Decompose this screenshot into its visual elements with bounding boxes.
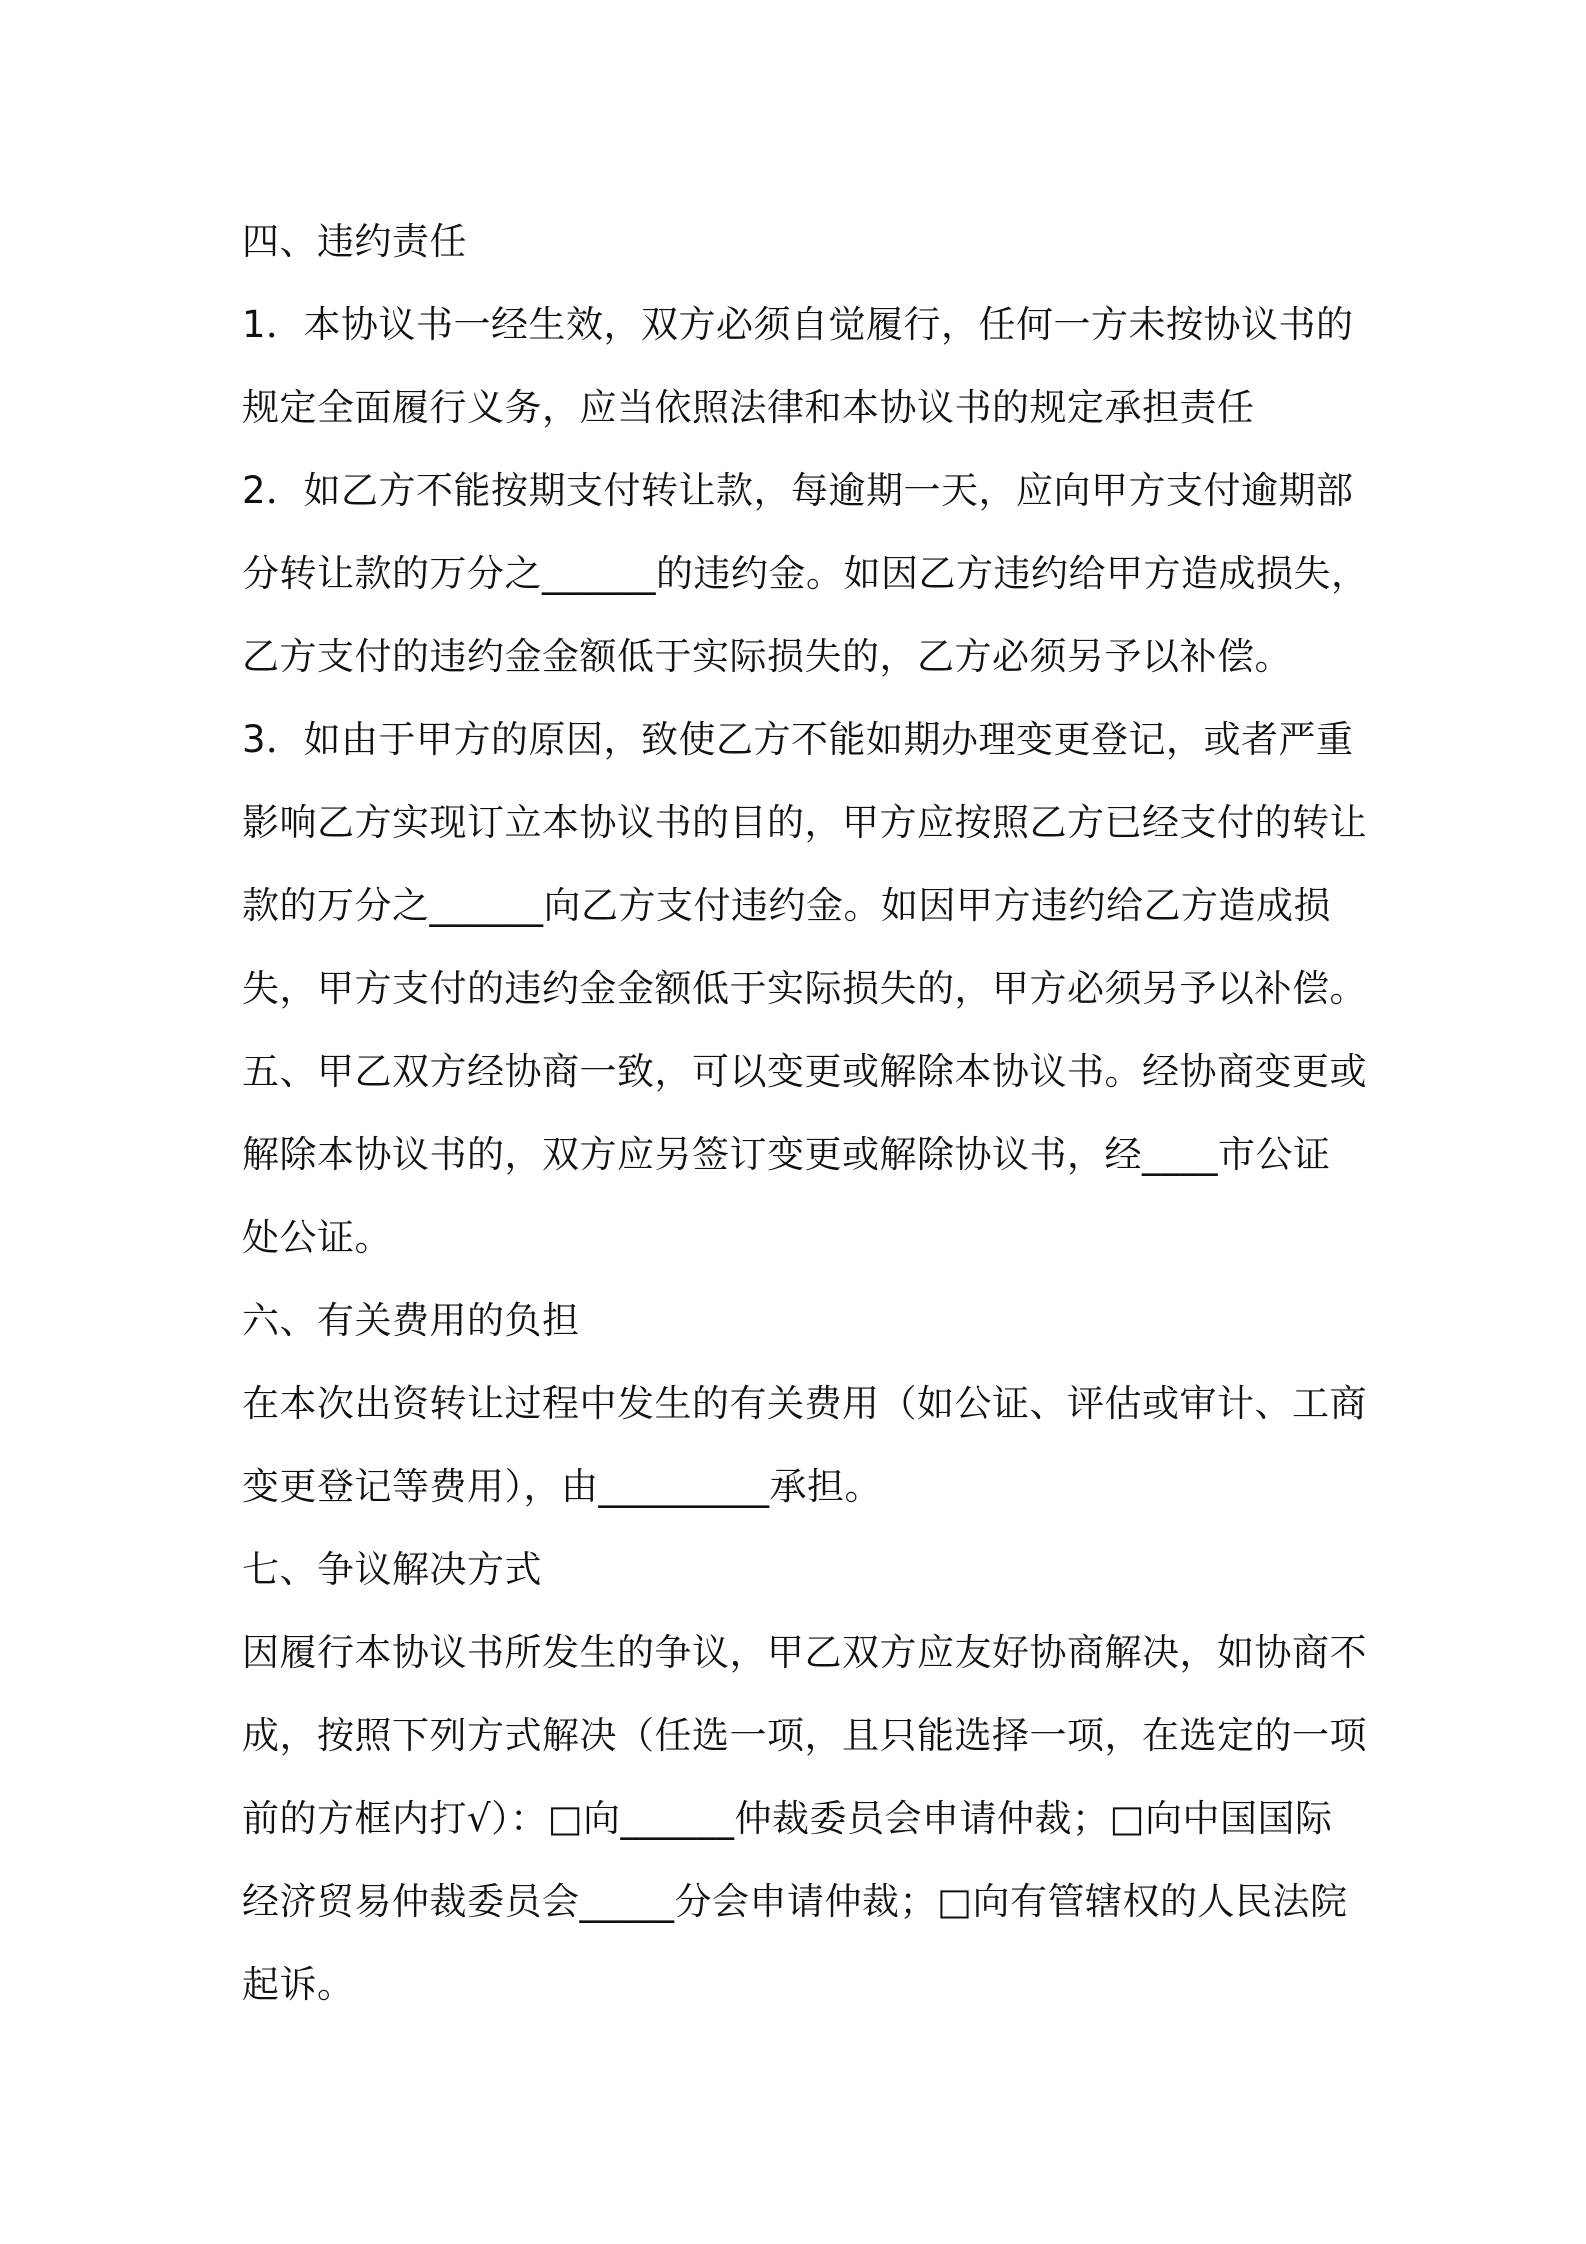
text-line: 前的方框内打√）：□向______仲裁委员会申请仲裁；□向中国国际: [242, 1797, 1333, 1840]
text-line: 因履行本协议书所发生的争议，甲乙双方应友好协商解决，如协商不: [242, 1631, 1367, 1674]
text-line: 2．如乙方不能按期支付转让款，每逾期一天，应向甲方支付逾期部: [242, 469, 1354, 512]
text-line: 成，按照下列方式解决（任选一项，且只能选择一项，在选定的一项: [242, 1714, 1367, 1757]
text-line: 款的万分之______向乙方支付违约金。如因甲方违约给乙方造成损: [242, 884, 1331, 927]
section-heading-breach-liability: 四、违约责任: [242, 220, 467, 263]
section-heading-dispute-resolution: 七、争议解决方式: [242, 1548, 542, 1591]
text-line: 失，甲方支付的违约金金额低于实际损失的，甲方必须另予以补偿。: [242, 967, 1367, 1010]
text-line: 变更登记等费用），由_________承担。: [242, 1465, 882, 1508]
text-line: 经济贸易仲裁委员会_____分会申请仲裁；□向有管辖权的人民法院: [242, 1880, 1348, 1923]
text-line: 影响乙方实现订立本协议书的目的，甲方应按照乙方已经支付的转让: [242, 801, 1367, 844]
document-body: [242, 200, 1369, 2026]
text-line: 起诉。: [242, 1963, 355, 2006]
section-heading-amendment: 五、甲乙双方经协商一致，可以变更或解除本协议书。经协商变更或: [242, 1050, 1367, 1093]
text-line: 1．本协议书一经生效，双方必须自觉履行，任何一方未按协议书的: [242, 303, 1354, 346]
section-heading-expenses: 六、有关费用的负担: [242, 1299, 580, 1342]
text-line: 规定全面履行义务，应当依照法律和本协议书的规定承担责任: [242, 386, 1255, 429]
text-line: 在本次出资转让过程中发生的有关费用（如公证、评估或审计、工商: [242, 1382, 1367, 1425]
text-line: 处公证。: [242, 1216, 392, 1259]
text-line: 分转让款的万分之______的违约金。如因乙方违约给甲方造成损失，: [242, 552, 1369, 595]
text-line: 解除本协议书的，双方应另签订变更或解除协议书，经____市公证: [242, 1133, 1331, 1176]
text-line: 3．如由于甲方的原因，致使乙方不能如期办理变更登记，或者严重: [242, 718, 1354, 761]
text-line: 乙方支付的违约金金额低于实际损失的，乙方必须另予以补偿。: [242, 635, 1292, 678]
